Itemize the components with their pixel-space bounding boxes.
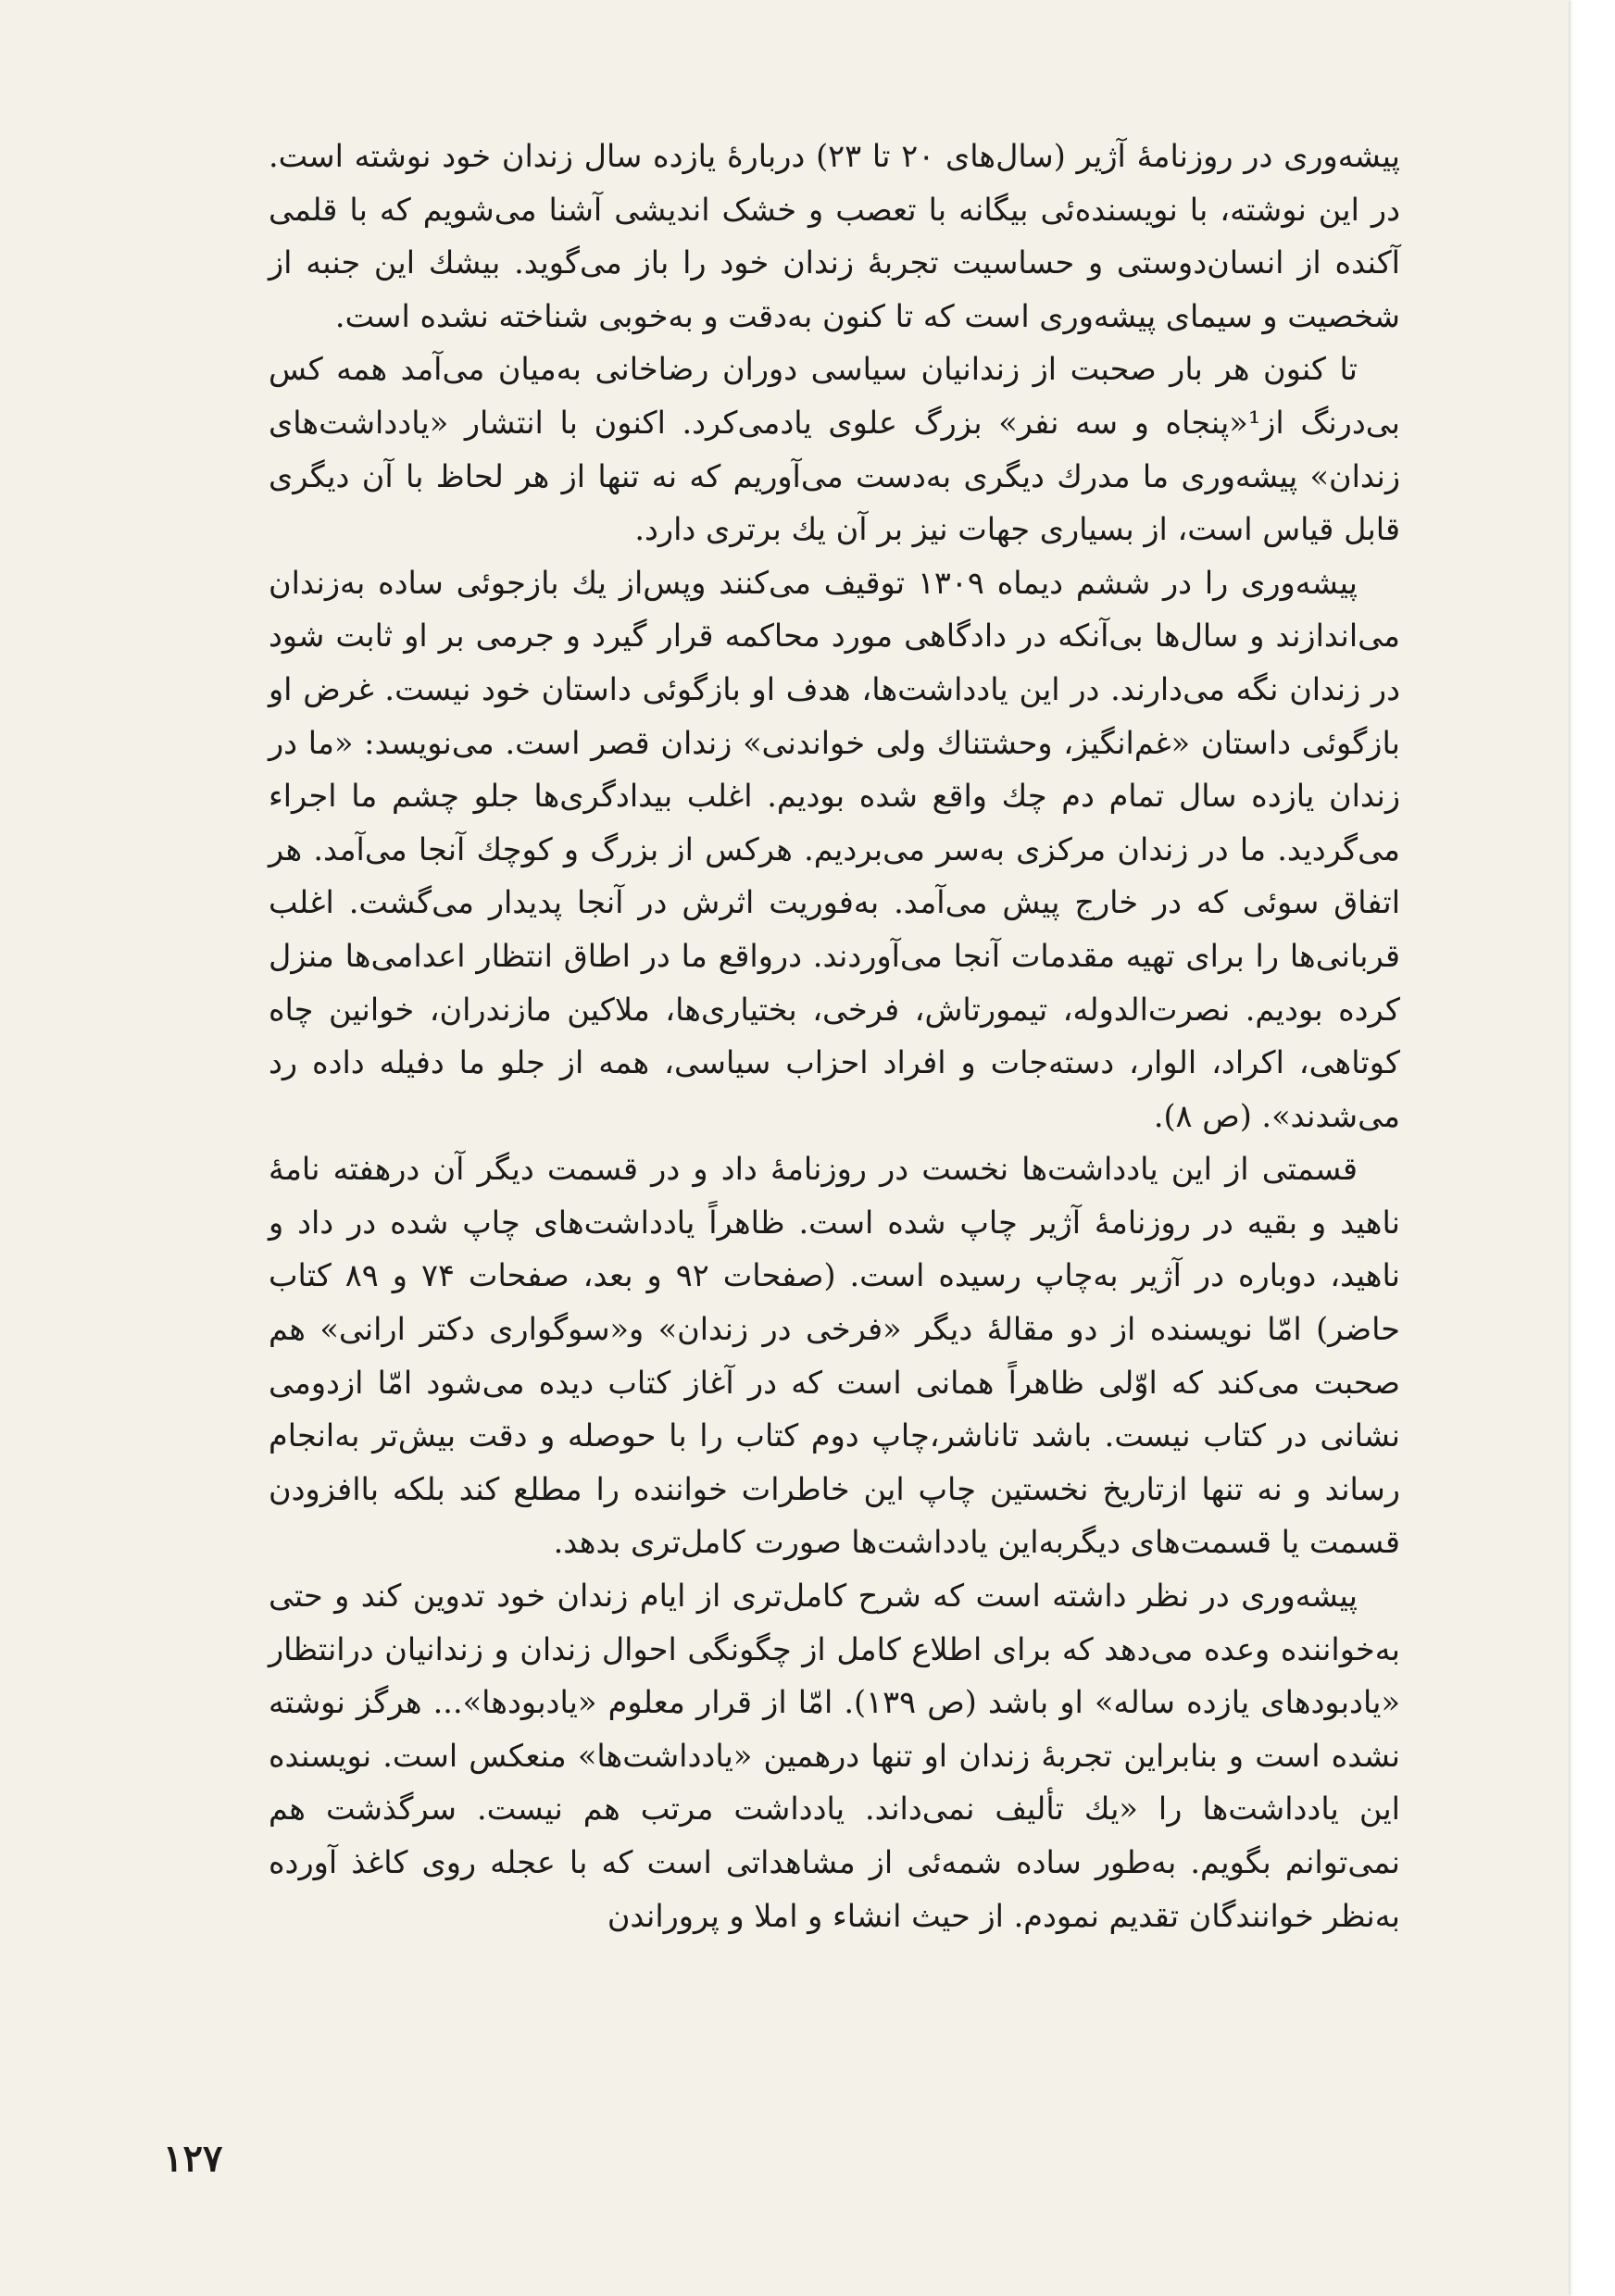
body-text <box>269 130 1400 1942</box>
paragraph: قسمتی از این یادداشت‌ها نخست در روزنامهٔ داد و در قسمت دیگر آن درهفته نامهٔ ناهید و بقیه در روزنامهٔ آژیر چاپ شده است. ظاهراً یادداشت‌های چاپ شده در داد و ناهید، دوباره در آژیر به‌چاپ رسیده است. (صفحات ۹۲ و بعد، صفحات ۷۴ و ۸۹ کتاب حاضر) امّا نویسنده از دو مقالهٔ دیگر «فرخی در زندان» و«سوگواری دکتر ارانی» هم صحبت می‌کند که اوّلی ظاهراً همانی است که در آغاز کتاب دیده می‌شود امّا ازدومی نشانی در کتاب نیست. باشد تاناشر،چاپ دوم کتاب را با حوصله و دقت بیش‌تر به‌انجام رساند و نه تنها ازتاریخ نخستین چاپ این خاطرات خواننده را مطلع کند بلکه باافزودن قسمت یا قسمت‌های دیگربه‌این یادداشت‌ها صورت کامل‌تری بدهد. <box>269 1151 1401 1561</box>
paragraph: پیشه‌وری در نظر داشته است که شرح کامل‌تری از ایام زندان خود تدوین کند و حتی به‌خواننده وعده می‌دهد که برای اطلاع کامل از چگونگی احوال زندان و زندانیان درانتظار «یادبودهای یازده ساله» او باشد (ص ۱۳۹). امّا از قرار معلوم «یادبودها»... هرگز نوشته نشده است و بنابراین تجربهٔ زندان او تنها درهمین «یادداشت‌ها» منعکس است. نویسنده این یادداشت‌ها را «یك تألیف نمی‌داند. یادداشت مرتب هم نیست. سرگذشت هم نمی‌توانم بگویم. به‌طور ساده شمه‌ئی از مشاهداتی است که با عجله روی کاغذ آورده به‌نظر خوانندگان تقدیم نمودم. از حیث انشاء و املا و پروراندن <box>269 1578 1400 1934</box>
paragraph: پیشه‌وری را در ششم دیماه ۱۳۰۹ توقیف می‌کنند وپس‌از یك بازجوئی ساده به‌زندان می‌اندازند و سال‌ها بی‌آنکه در دادگاهی مورد محاکمه قرار گیرد و جرمی بر او ثابت شود در زندان نگه می‌دارند. در این یادداشت‌ها، هدف او بازگوئی داستان خود نیست. غرض او بازگوئی داستان «غم‌انگیز، وحشتناك ولی خواندنی» زندان قصر است. می‌نویسد: «ما در زندان یازده سال تمام دم چك واقع شده بودیم. اغلب بیدادگری‌ها جلو چشم ما اجراء می‌گردید. ما در زندان مرکزی به‌سر می‌بردیم. هرکس از بزرگ و کوچك آنجا می‌آمد. هر اتفاق سوئی که در خارج پیش می‌آمد. به‌فوریت اثرش در آنجا پدیدار می‌گشت. اغلب قربانی‌ها را برای تهیه مقدمات آنجا می‌آوردند. درواقع ما در اطاق انتظار اعدامی‌ها منزل کرده بودیم. نصرت‌الدوله، تیمورتاش، فرخی، بختیاری‌ها، ملاکین مازندران، خوانین چاه کوتاهی، اکراد، الوار، دسته‌جات و افراد احزاب سیاسی، همه از جلو ما دفیله داده رد می‌شدند». (ص ۸). <box>269 564 1400 1134</box>
page-number: ۱۲۷ <box>163 2137 223 2180</box>
paragraph: تا کنون هر بار صحبت از زندانیان سیاسی دوران رضاخانی به‌میان می‌آمد همه کس بی‌درنگ از¹«پنجاه و سه نفر» بزرگ علوی یادمی‌کرد. اکنون با انتشار «یادداشت‌های زندان» پیشه‌وری ما مدرك دیگری به‌دست می‌آوریم که نه تنها از هر لحاظ با آن دیگری قابل قیاس است، از بسیاری جهات نیز بر آن یك برتری دارد. <box>269 351 1400 548</box>
paragraph: پیشه‌وری در روزنامهٔ آژیر (سال‌های ۲۰ تا ۲۳) دربارهٔ یازده سال زندان خود نوشته است. در این نوشته، با نویسنده‌ئی بیگانه با تعصب و خشک اندیشی آشنا می‌شویم که با قلمی آکنده از انسان‌دوستی و حساسیت تجربهٔ زندان خود را باز می‌گوید. بیشك این جنبه از شخصیت و سیمای پیشه‌وری است که تا کنون به‌دقت و به‌خوبی شناخته نشده است. <box>269 138 1401 334</box>
